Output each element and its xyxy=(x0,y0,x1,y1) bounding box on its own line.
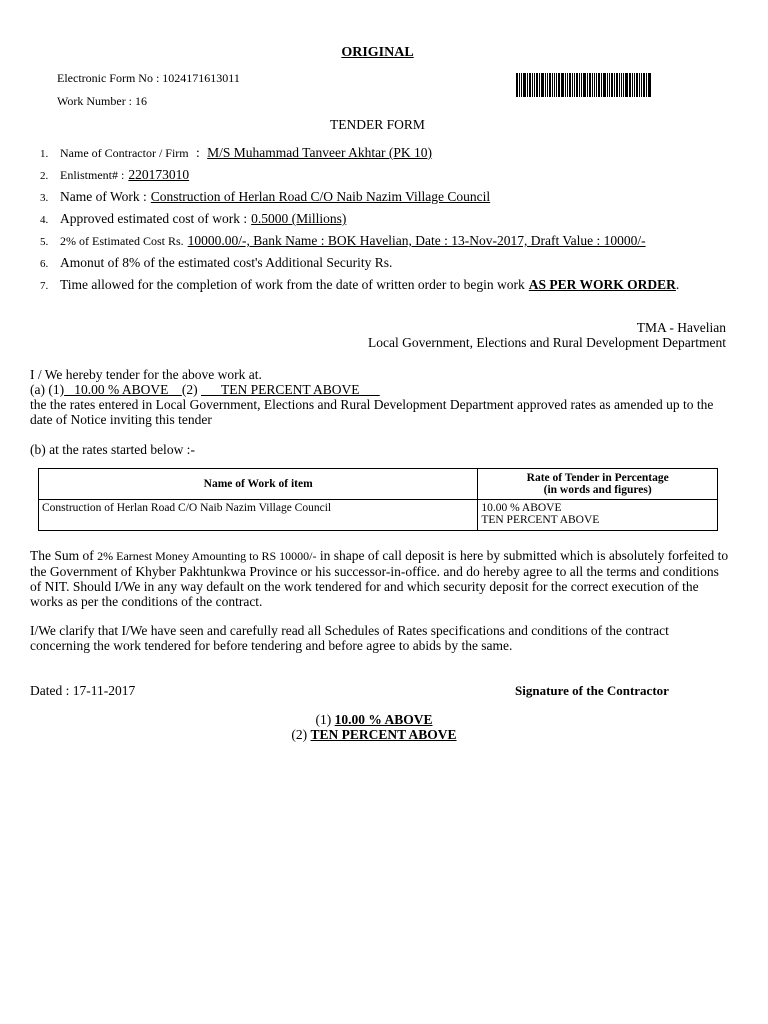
barcode-bar xyxy=(616,73,618,97)
barcode-bar xyxy=(572,73,573,97)
field-approved-cost xyxy=(40,210,346,228)
tender-line-a xyxy=(30,382,380,398)
barcode-bar xyxy=(646,73,647,97)
barcode-bar xyxy=(611,73,613,97)
security-text: Amonut of 8% of the estimated cost's Additional Security Rs. xyxy=(60,255,393,270)
contractor-value: M/S Muhammad Tanveer Akhtar (PK 10) xyxy=(207,145,433,160)
form-title: TENDER FORM xyxy=(330,117,425,132)
field-number: 7. xyxy=(40,280,49,292)
time-end: . xyxy=(675,277,680,292)
footer-line1-prefix: (1) xyxy=(315,712,332,727)
barcode-bar xyxy=(527,73,528,97)
sum-rest: in shape of call deposit is here by submitted which is absolutely forfeited to the Government of Khyber Pakhtunkwa Province or his successor-in-office. and do hereby agree to all the terms and conditions of NIT. Should I/We in any way default on the work tendered for and which security deposit for the correct execution of the works as per the conditions of the contract. xyxy=(30,548,729,609)
field-time-allowed xyxy=(40,276,679,294)
barcode-bar xyxy=(636,73,638,97)
tender-line-b: (b) at the rates started below :- xyxy=(30,442,195,457)
barcode-bar xyxy=(547,73,548,97)
rate-figure: 10.00 % ABOVE xyxy=(481,502,562,514)
field-number: 4. xyxy=(40,214,49,226)
barcode-bar xyxy=(594,73,595,97)
barcode-bar xyxy=(614,73,615,97)
barcode-bar xyxy=(648,73,651,97)
barcode-bar xyxy=(581,73,582,97)
barcode-bar xyxy=(632,73,633,97)
table-header-row xyxy=(39,469,718,500)
barcode-bar xyxy=(643,73,645,97)
barcode-bar xyxy=(545,73,546,97)
tma-name: TMA - Havelian xyxy=(636,320,726,335)
barcode-bar xyxy=(556,73,557,97)
barcode-bar xyxy=(536,73,538,97)
field-additional-security xyxy=(40,254,392,272)
time-value: AS PER WORK ORDER xyxy=(528,277,676,292)
barcode-bar xyxy=(607,73,608,97)
barcode-bar xyxy=(558,73,560,97)
barcode-bar xyxy=(519,73,520,97)
barcode-bar xyxy=(601,73,602,97)
field-number: 1. xyxy=(40,148,49,160)
sum-prefix: The Sum of xyxy=(30,548,94,563)
barcode-bar xyxy=(521,73,522,97)
line-a-prefix: (a) (1) xyxy=(30,382,65,397)
cost-value: 0.5000 (Millions) xyxy=(251,211,347,226)
barcode-bar xyxy=(532,73,533,97)
enlistment-value: 220173010 xyxy=(128,167,190,182)
barcode-bar xyxy=(569,73,571,97)
barcode-bar xyxy=(583,73,586,97)
work-items-table xyxy=(38,468,718,531)
footer-line2-prefix: (2) xyxy=(291,727,308,742)
tender-intro: I / We hereby tender for the above work at. xyxy=(30,367,262,382)
rate-header xyxy=(478,469,718,500)
barcode-bar xyxy=(539,73,540,97)
work-item-cell: Construction of Herlan Road C/O Naib Nazim Village Council xyxy=(39,500,478,531)
barcode-bar xyxy=(523,73,526,97)
field-estimated-cost xyxy=(40,232,646,250)
barcode-bar xyxy=(587,73,588,97)
barcode-bar xyxy=(609,73,610,97)
field-number: 2. xyxy=(40,170,49,182)
barcode-bar xyxy=(641,73,642,97)
footer-line-2 xyxy=(0,727,748,743)
estimate-label: 2% of Estimated Cost Rs. xyxy=(60,234,184,248)
barcode-bar xyxy=(639,73,640,97)
barcode-bar xyxy=(541,73,544,97)
field-number: 3. xyxy=(40,192,49,204)
cost-label: Approved estimated cost of work : xyxy=(60,211,248,226)
barcode-bar xyxy=(629,73,631,97)
electronic-form-number: Electronic Form No : 1024171613011 xyxy=(57,71,240,85)
barcode-bar xyxy=(619,73,620,97)
work-label: Name of Work : xyxy=(60,189,147,204)
barcode-bar xyxy=(561,73,564,97)
work-value: Construction of Herlan Road C/O Naib Nazim Village Council xyxy=(150,189,491,204)
rate-words: TEN PERCENT ABOVE xyxy=(481,514,600,526)
barcode-bar xyxy=(574,73,575,97)
barcode-bar xyxy=(552,73,553,97)
dated: Dated : 17-11-2017 xyxy=(30,683,136,698)
barcode xyxy=(516,73,709,97)
time-text: Time allowed for the completion of work from the date of written order to begin work xyxy=(60,277,525,292)
estimate-value: 10000.00/-, Bank Name : BOK Havelian, Date : 13-Nov-2017, Draft Value : 10000/- xyxy=(187,233,646,248)
rate-cell xyxy=(478,500,718,531)
barcode-bar xyxy=(592,73,593,97)
barcode-bar xyxy=(579,73,580,97)
barcode-bar xyxy=(576,73,578,97)
sum-earnest-money: 2% Earnest Money Amounting to RS 10000/- xyxy=(97,549,317,563)
barcode-bar xyxy=(621,73,622,97)
document-title: ORIGINAL xyxy=(341,45,414,60)
barcode-bar xyxy=(567,73,568,97)
footer-line-1 xyxy=(0,712,748,728)
barcode-bar xyxy=(554,73,555,97)
enlistment-label: Enlistment# : xyxy=(60,168,125,182)
barcode-bar xyxy=(634,73,635,97)
barcode-bar xyxy=(534,73,535,97)
footer-line1-value: 10.00 % ABOVE xyxy=(334,712,433,727)
field-number: 5. xyxy=(40,236,49,248)
barcode-bar xyxy=(623,73,624,97)
field-contractor: 1. Name of Contractor / Firm : M/S Muhammad Tanveer Akhtar (PK 10) xyxy=(40,145,433,160)
table-row xyxy=(39,500,718,531)
barcode-bar xyxy=(529,73,531,97)
rate-header-line1: Rate of Tender in Percentage xyxy=(526,472,669,484)
line-a-mid: (2) xyxy=(181,382,198,397)
work-number: Work Number : 16 xyxy=(57,94,148,108)
signature-label: Signature of the Contractor xyxy=(515,683,669,698)
department-name: Local Government, Elections and Rural Development Department xyxy=(367,335,726,350)
barcode-bar xyxy=(625,73,628,97)
rates-text: the the rates entered in Local Government, Elections and Rural Development Department approved rates as amended up to the date of Notice inviting this tender xyxy=(30,397,714,427)
field-number: 6. xyxy=(40,258,49,270)
earnest-money-paragraph xyxy=(30,548,730,609)
barcode-bar xyxy=(565,73,566,97)
line-a-value1: 10.00 % ABOVE xyxy=(64,382,182,397)
footer-line2-value: TEN PERCENT ABOVE xyxy=(310,727,457,742)
barcode-bar xyxy=(589,73,591,97)
field-enlistment xyxy=(40,166,189,184)
work-item-header: Name of Work of item xyxy=(39,469,478,500)
clarification-paragraph: I/We clarify that I/We have seen and carefully read all Schedules of Rates specifications and conditions of the contract concerning the work tendered for before tendering and before agree to abids by the same. xyxy=(30,623,669,653)
barcode-bar xyxy=(598,73,600,97)
barcode-bar xyxy=(516,73,518,97)
barcode-bar xyxy=(549,73,551,97)
barcode-bar xyxy=(603,73,606,97)
contractor-label: Name of Contractor / Firm xyxy=(60,146,189,160)
rate-header-line2: (in words and figures) xyxy=(543,484,652,496)
line-a-value2: TEN PERCENT ABOVE xyxy=(200,382,380,397)
barcode-bar xyxy=(596,73,597,97)
field-work-name xyxy=(40,188,490,206)
